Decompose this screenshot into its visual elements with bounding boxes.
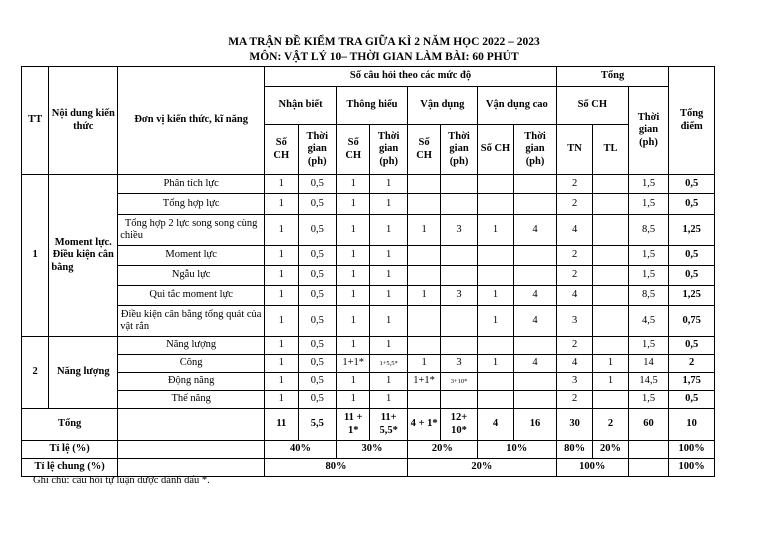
general-ratio-score: 100% bbox=[669, 459, 715, 477]
cell-nb-tg: 0,5 bbox=[298, 246, 336, 266]
cell-vd-tg: 3 bbox=[441, 215, 477, 246]
cell-th-ch: 1 bbox=[337, 175, 370, 194]
cell-vd-ch: 1+1* bbox=[407, 373, 440, 391]
cell-vdc-tg: 4 bbox=[514, 306, 557, 337]
header-total: Tổng bbox=[556, 67, 668, 87]
cell-tl bbox=[593, 286, 628, 306]
cell-vdc-tg: 4 bbox=[514, 355, 557, 373]
knowledge-unit: Thế năng bbox=[118, 391, 265, 409]
cell-tl bbox=[593, 215, 628, 246]
cell-tg: 1,5 bbox=[628, 194, 669, 215]
ratio-comprehension: 30% bbox=[337, 441, 408, 459]
cell-vd-tg bbox=[441, 391, 477, 409]
header-count-6: Số CH bbox=[477, 125, 513, 175]
cell-tg: 1,5 bbox=[628, 391, 669, 409]
cell-vdc-tg bbox=[514, 337, 557, 355]
cell-nb-ch: 1 bbox=[265, 266, 298, 286]
cell-nb-tg: 0,5 bbox=[298, 306, 336, 337]
header-tl: TL bbox=[593, 125, 628, 175]
cell-vd-tg: 3+10* bbox=[441, 373, 477, 391]
cell-nb-ch: 1 bbox=[265, 286, 298, 306]
cell-vdc-ch bbox=[477, 246, 513, 266]
cell-th-tg: 1 bbox=[370, 373, 407, 391]
cell-vd-ch bbox=[407, 246, 440, 266]
cell-tn: 4 bbox=[556, 355, 592, 373]
cell-th-tg: 1 bbox=[370, 306, 407, 337]
cell-th-ch: 1 bbox=[337, 337, 370, 355]
table-row bbox=[22, 175, 715, 194]
cell-tl: 1 bbox=[593, 355, 628, 373]
cell-nb-ch: 1 bbox=[265, 215, 298, 246]
cell-tn: 2 bbox=[556, 175, 592, 194]
cell-tl bbox=[593, 391, 628, 409]
group-topic: Moment lực. Điều kiện cân bằng bbox=[49, 175, 118, 337]
ratio-tl: 20% bbox=[593, 441, 628, 459]
header-application: Vận dụng bbox=[407, 87, 477, 125]
cell-tn: 2 bbox=[556, 391, 592, 409]
cell-th-ch: 1 bbox=[337, 194, 370, 215]
cell-th-ch: 1 bbox=[337, 306, 370, 337]
cell-diem: 1,75 bbox=[669, 373, 715, 391]
cell-vdc-ch: 1 bbox=[477, 355, 513, 373]
cell-th-tg: 1 bbox=[370, 337, 407, 355]
header-time-1: Thời gian (ph) bbox=[298, 125, 336, 175]
cell-nb-tg: 0,5 bbox=[298, 337, 336, 355]
cell-vd-ch bbox=[407, 194, 440, 215]
general-ratio-applied: 20% bbox=[407, 459, 556, 477]
cell-tl bbox=[593, 306, 628, 337]
header-recognition: Nhận biết bbox=[265, 87, 337, 125]
cell-vdc-ch bbox=[477, 194, 513, 215]
knowledge-unit: Công bbox=[118, 355, 265, 373]
total-th-tg: 11+ 5,5* bbox=[370, 409, 407, 441]
cell-tl bbox=[593, 337, 628, 355]
cell-diem: 1,25 bbox=[669, 215, 715, 246]
cell-tl bbox=[593, 246, 628, 266]
cell-vd-ch: 1 bbox=[407, 286, 440, 306]
cell-th-ch: 1 bbox=[337, 266, 370, 286]
knowledge-unit: Ngẫu lực bbox=[118, 266, 265, 286]
ratio-row bbox=[22, 441, 715, 459]
cell-tg: 1,5 bbox=[628, 175, 669, 194]
cell-vdc-tg bbox=[514, 266, 557, 286]
cell-vd-ch bbox=[407, 266, 440, 286]
cell-nb-ch: 1 bbox=[265, 246, 298, 266]
total-nb-ch: 11 bbox=[265, 409, 298, 441]
cell-tg: 8,5 bbox=[628, 215, 669, 246]
cell-th-tg: 1 bbox=[370, 391, 407, 409]
ratio-time-empty bbox=[628, 441, 669, 459]
cell-tn: 4 bbox=[556, 215, 592, 246]
cell-vdc-ch bbox=[477, 373, 513, 391]
cell-nb-tg: 0,5 bbox=[298, 266, 336, 286]
cell-nb-ch: 1 bbox=[265, 337, 298, 355]
cell-tn: 3 bbox=[556, 306, 592, 337]
cell-nb-tg: 0,5 bbox=[298, 286, 336, 306]
total-diem: 10 bbox=[669, 409, 715, 441]
cell-nb-tg: 0,5 bbox=[298, 215, 336, 246]
header-time-7: Thời gian (ph) bbox=[514, 125, 557, 175]
total-tg: 60 bbox=[628, 409, 669, 441]
cell-nb-tg: 0,5 bbox=[298, 175, 336, 194]
total-vd-tg: 12+ 10* bbox=[441, 409, 477, 441]
knowledge-unit: Qui tắc moment lực bbox=[118, 286, 265, 306]
total-vdc-ch: 4 bbox=[477, 409, 513, 441]
cell-tl bbox=[593, 266, 628, 286]
cell-vdc-ch: 1 bbox=[477, 215, 513, 246]
general-ratio-empty bbox=[118, 459, 265, 477]
table-row bbox=[22, 355, 715, 373]
cell-nb-ch: 1 bbox=[265, 373, 298, 391]
cell-nb-tg: 0,5 bbox=[298, 373, 336, 391]
ratio-score: 100% bbox=[669, 441, 715, 459]
cell-vdc-ch bbox=[477, 391, 513, 409]
cell-vd-tg bbox=[441, 194, 477, 215]
cell-vd-tg: 3 bbox=[441, 355, 477, 373]
total-vd-ch: 4 + 1* bbox=[407, 409, 440, 441]
exam-matrix-table bbox=[21, 66, 715, 477]
table-row bbox=[22, 286, 715, 306]
cell-diem: 0,5 bbox=[669, 194, 715, 215]
footnote: Ghi chú: câu hỏi tự luận được đánh dấu *. bbox=[33, 475, 210, 486]
cell-vdc-tg bbox=[514, 175, 557, 194]
cell-diem: 0,5 bbox=[669, 266, 715, 286]
cell-th-ch: 1 bbox=[337, 286, 370, 306]
cell-tg: 1,5 bbox=[628, 246, 669, 266]
cell-tn: 2 bbox=[556, 266, 592, 286]
header-time-5: Thời gian (ph) bbox=[441, 125, 477, 175]
cell-tn: 2 bbox=[556, 194, 592, 215]
cell-nb-tg: 0,5 bbox=[298, 391, 336, 409]
cell-vdc-ch bbox=[477, 266, 513, 286]
cell-diem: 0,75 bbox=[669, 306, 715, 337]
knowledge-unit: Phân tích lực bbox=[118, 175, 265, 194]
cell-vdc-ch bbox=[477, 175, 513, 194]
cell-th-ch: 1 bbox=[337, 391, 370, 409]
cell-vd-ch: 1 bbox=[407, 355, 440, 373]
cell-vd-tg bbox=[441, 246, 477, 266]
cell-diem: 2 bbox=[669, 355, 715, 373]
cell-tn: 2 bbox=[556, 246, 592, 266]
cell-vdc-tg bbox=[514, 373, 557, 391]
cell-th-tg: 1 bbox=[370, 266, 407, 286]
cell-th-tg: 1 bbox=[370, 194, 407, 215]
table-row bbox=[22, 373, 715, 391]
ratio-high-application: 10% bbox=[477, 441, 556, 459]
cell-nb-tg: 0,5 bbox=[298, 194, 336, 215]
cell-tl: 1 bbox=[593, 373, 628, 391]
header-total-time: Thời gian (ph) bbox=[628, 87, 669, 175]
header-tt: TT bbox=[22, 67, 49, 175]
cell-diem: 0,5 bbox=[669, 337, 715, 355]
cell-vd-ch bbox=[407, 391, 440, 409]
header-tn: TN bbox=[556, 125, 592, 175]
cell-nb-ch: 1 bbox=[265, 306, 298, 337]
table-row bbox=[22, 337, 715, 355]
header-total-score: Tổng điểm bbox=[669, 67, 715, 175]
group-topic: Năng lượng bbox=[49, 337, 118, 409]
ratio-empty bbox=[118, 441, 265, 459]
total-vdc-tg: 16 bbox=[514, 409, 557, 441]
cell-diem: 0,5 bbox=[669, 246, 715, 266]
cell-vdc-tg bbox=[514, 194, 557, 215]
cell-vd-tg bbox=[441, 266, 477, 286]
cell-nb-ch: 1 bbox=[265, 194, 298, 215]
cell-nb-tg: 0,5 bbox=[298, 355, 336, 373]
table-row bbox=[22, 391, 715, 409]
cell-tn: 3 bbox=[556, 373, 592, 391]
general-ratio-tn-tl: 100% bbox=[556, 459, 628, 477]
cell-tn: 4 bbox=[556, 286, 592, 306]
cell-tn: 2 bbox=[556, 337, 592, 355]
header-comprehension: Thông hiểu bbox=[337, 87, 408, 125]
table-row bbox=[22, 246, 715, 266]
knowledge-unit: Năng lượng bbox=[118, 337, 265, 355]
table-row bbox=[22, 215, 715, 246]
cell-th-tg: 1 bbox=[370, 286, 407, 306]
ratio-application: 20% bbox=[407, 441, 477, 459]
total-row bbox=[22, 409, 715, 441]
table-row bbox=[22, 266, 715, 286]
ratio-recognition: 40% bbox=[265, 441, 337, 459]
total-nb-tg: 5,5 bbox=[298, 409, 336, 441]
header-question-count: Số câu hỏi theo các mức độ bbox=[265, 67, 557, 87]
cell-tl bbox=[593, 194, 628, 215]
cell-vd-ch: 1 bbox=[407, 215, 440, 246]
cell-diem: 0,5 bbox=[669, 175, 715, 194]
general-ratio-time-empty bbox=[628, 459, 669, 477]
cell-diem: 0,5 bbox=[669, 391, 715, 409]
header-time-3: Thời gian (ph) bbox=[370, 125, 407, 175]
knowledge-unit: Moment lực bbox=[118, 246, 265, 266]
knowledge-unit: Tổng hợp 2 lực song song cùng chiều bbox=[118, 215, 265, 246]
table-row bbox=[22, 194, 715, 215]
cell-tg: 14 bbox=[628, 355, 669, 373]
cell-vd-tg bbox=[441, 306, 477, 337]
cell-th-ch: 1 bbox=[337, 215, 370, 246]
total-unit-empty bbox=[118, 409, 265, 441]
cell-vdc-ch: 1 bbox=[477, 306, 513, 337]
header-high-application: Vận dụng cao bbox=[477, 87, 556, 125]
cell-th-tg: 1+5,5* bbox=[370, 355, 407, 373]
header-count-2: Số CH bbox=[337, 125, 370, 175]
cell-vdc-ch bbox=[477, 337, 513, 355]
cell-vd-ch bbox=[407, 175, 440, 194]
cell-vdc-tg: 4 bbox=[514, 286, 557, 306]
knowledge-unit: Động năng bbox=[118, 373, 265, 391]
cell-th-tg: 1 bbox=[370, 215, 407, 246]
cell-vdc-tg bbox=[514, 391, 557, 409]
header-row-1 bbox=[22, 67, 715, 87]
knowledge-unit: Tổng hợp lực bbox=[118, 194, 265, 215]
general-ratio-label: Tỉ lệ chung (%) bbox=[22, 459, 118, 477]
cell-vd-ch bbox=[407, 306, 440, 337]
header-count-0: Số CH bbox=[265, 125, 298, 175]
cell-vd-tg bbox=[441, 337, 477, 355]
ratio-tn: 80% bbox=[556, 441, 592, 459]
cell-th-tg: 1 bbox=[370, 246, 407, 266]
total-th-ch: 11 + 1* bbox=[337, 409, 370, 441]
table-row bbox=[22, 306, 715, 337]
cell-diem: 1,25 bbox=[669, 286, 715, 306]
header-unit: Đơn vị kiến thức, kĩ năng bbox=[118, 67, 265, 175]
cell-vd-tg: 3 bbox=[441, 286, 477, 306]
cell-vd-tg bbox=[441, 175, 477, 194]
knowledge-unit: Điều kiện cân bằng tổng quát của vật rắn bbox=[118, 306, 265, 337]
cell-th-ch: 1 bbox=[337, 373, 370, 391]
header-topic: Nội dung kiến thức bbox=[49, 67, 118, 175]
total-label: Tổng bbox=[22, 409, 118, 441]
cell-nb-ch: 1 bbox=[265, 391, 298, 409]
cell-tg: 1,5 bbox=[628, 266, 669, 286]
total-tn: 30 bbox=[556, 409, 592, 441]
total-tl: 2 bbox=[593, 409, 628, 441]
cell-tg: 8,5 bbox=[628, 286, 669, 306]
cell-nb-ch: 1 bbox=[265, 175, 298, 194]
document-subtitle: MÔN: VẬT LÝ 10– THỜI GIAN LÀM BÀI: 60 PHÚT bbox=[249, 51, 519, 63]
cell-vdc-tg bbox=[514, 246, 557, 266]
cell-tl bbox=[593, 175, 628, 194]
cell-nb-ch: 1 bbox=[265, 355, 298, 373]
ratio-label: Tỉ lệ (%) bbox=[22, 441, 118, 459]
group-number: 2 bbox=[22, 337, 49, 409]
cell-vdc-tg: 4 bbox=[514, 215, 557, 246]
general-ratio-basic: 80% bbox=[265, 459, 408, 477]
general-ratio-row bbox=[22, 459, 715, 477]
header-count-4: Số CH bbox=[407, 125, 440, 175]
cell-th-ch: 1+1* bbox=[337, 355, 370, 373]
group-number: 1 bbox=[22, 175, 49, 337]
cell-vdc-ch: 1 bbox=[477, 286, 513, 306]
cell-tg: 4,5 bbox=[628, 306, 669, 337]
cell-vd-ch bbox=[407, 337, 440, 355]
header-total-count: Số CH bbox=[556, 87, 628, 125]
cell-th-ch: 1 bbox=[337, 246, 370, 266]
cell-tg: 14,5 bbox=[628, 373, 669, 391]
document-title: MA TRẬN ĐỀ KIỂM TRA GIỮA KÌ 2 NĂM HỌC 2022 – 2023 bbox=[228, 36, 540, 48]
cell-th-tg: 1 bbox=[370, 175, 407, 194]
cell-tg: 1,5 bbox=[628, 337, 669, 355]
